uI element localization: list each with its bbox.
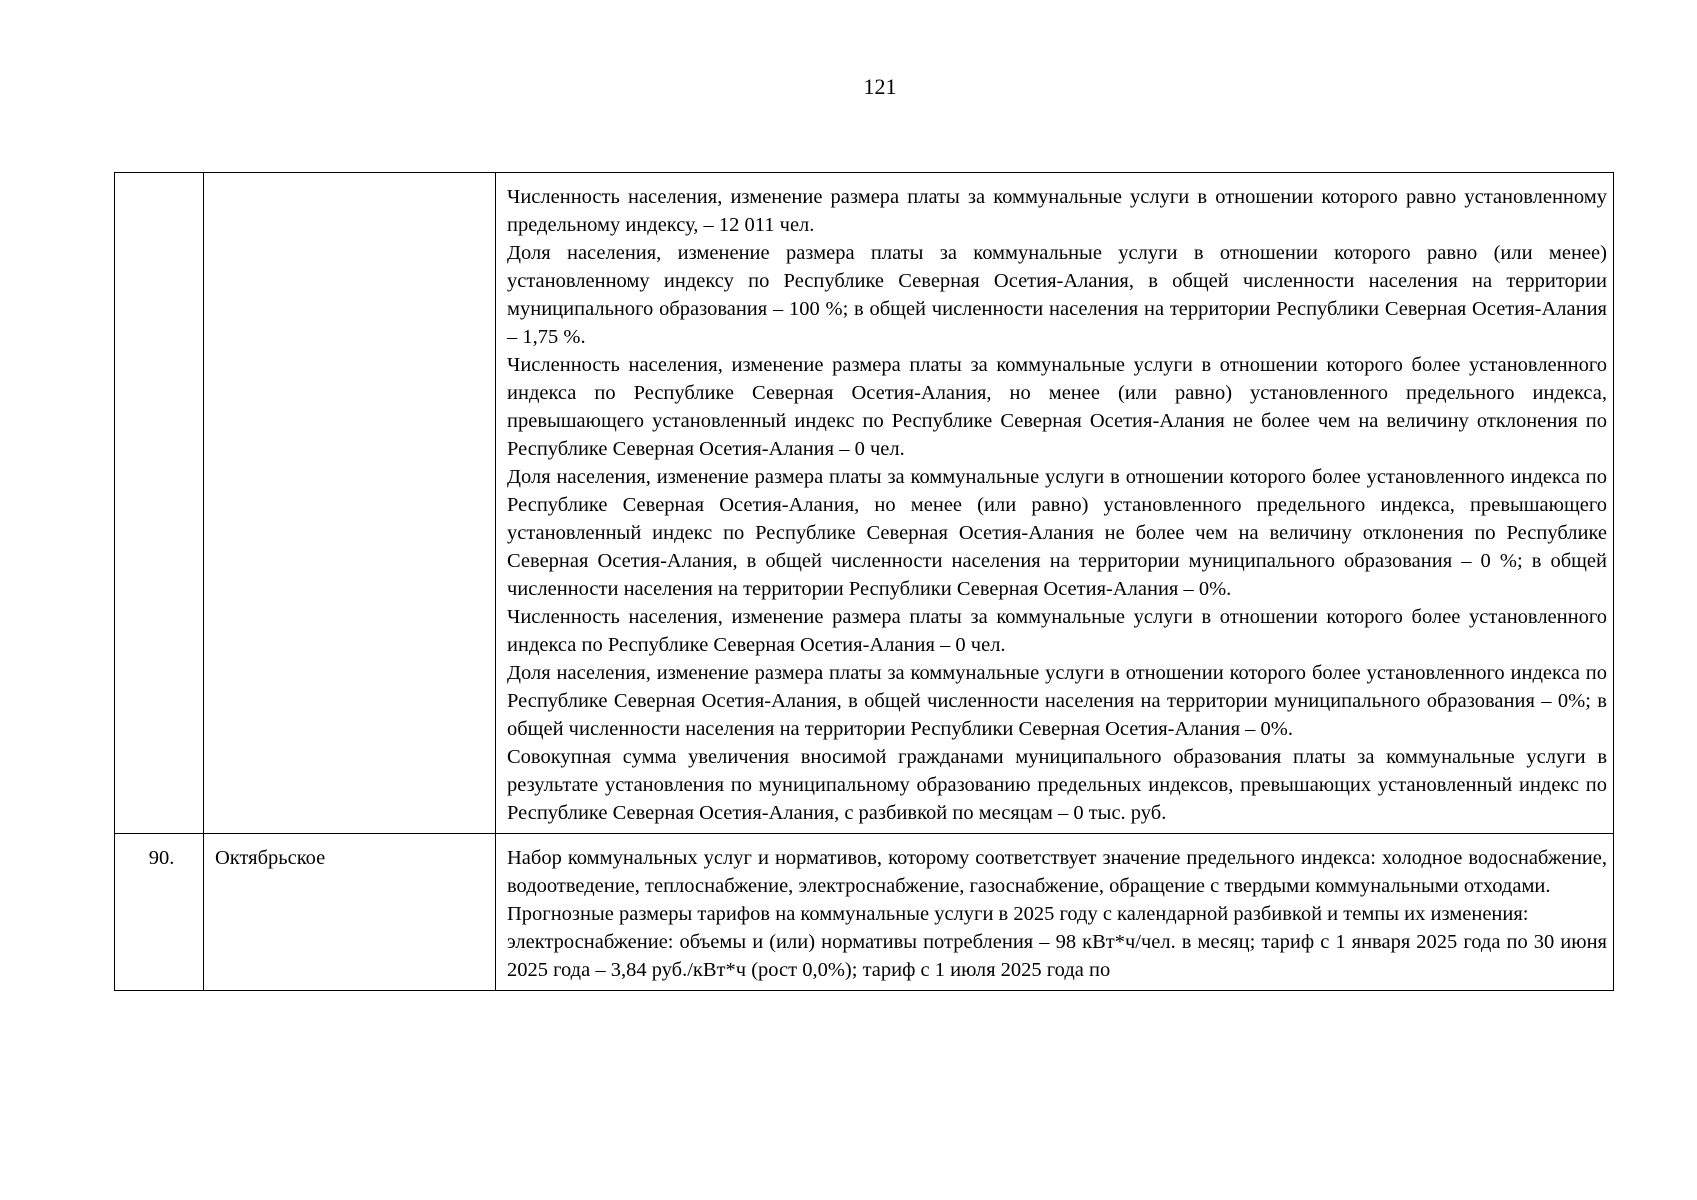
- description-cell: [496, 173, 1614, 834]
- municipality-name-cell: [204, 173, 496, 834]
- paragraph: Численность населения, изменение размера платы за коммунальные услуги в отношении которого более установленного индекса по Республике Северная Осетия-Алания – 0 чел.: [507, 606, 1607, 656]
- paragraph: Доля населения, изменение размера платы за коммунальные услуги в отношении которого более установленного индекса по Республике Северная Осетия-Алания, в общей численности населения на территории муниципального образования – 0%; в общей численности населения на территории Республики Северная Осетия-Алания – 0%.: [507, 662, 1607, 740]
- paragraph: Набор коммунальных услуг и нормативов, которому соответствует значение предельного индекса: холодное водоснабжение, водоотведение, теплоснабжение, электроснабжение, газоснабжение, обращение с твердыми коммунальными отходами.: [507, 847, 1607, 897]
- paragraph: Совокупная сумма увеличения вносимой гражданами муниципального образования платы за коммунальные услуги в результате установления по муниципальному образованию предельных индексов, превышающих установленный индекс по Республике Северная Осетия-Алания, с разбивкой по месяцам – 0 тыс. руб.: [507, 746, 1607, 824]
- paragraph: Прогнозные размеры тарифов на коммунальные услуги в 2025 году с календарной разбивкой и темпы их изменения:: [507, 903, 1529, 925]
- municipality-name-cell: Октябрьское: [204, 834, 496, 991]
- description-cell: [496, 834, 1614, 991]
- table-row: [115, 173, 1614, 834]
- paragraph: Доля населения, изменение размера платы за коммунальные услуги в отношении которого равно (или менее) установленному индексу по Республике Северная Осетия-Алания, в общей численности населения на территории муниципального образования – 100 %; в общей численности населения на территории Республики Северная Осетия-Алания – 1,75 %.: [507, 242, 1607, 348]
- row-number-cell: 90.: [115, 834, 204, 991]
- table-row: [115, 834, 1614, 991]
- paragraph: Доля населения, изменение размера платы за коммунальные услуги в отношении которого более установленного индекса по Республике Северная Осетия-Алания, но менее (или равно) установленного предельного индекса, превышающего установленный индекс по Республике Северная Осетия-Алания не более чем на величину отклонения по Республике Северная Осетия-Алания, в общей численности населения на территории муниципального образования – 0 %; в общей численности населения на территории Республики Северная Осетия-Алания – 0%.: [507, 466, 1607, 600]
- paragraph: электроснабжение: объемы и (или) нормативы потребления – 98 кВт*ч/чел. в месяц; тариф с 1 января 2025 года по 30 июня 2025 года – 3,84 руб./кВт*ч (рост 0,0%); тариф с 1 июля 2025 года по: [507, 931, 1607, 981]
- page-number: 121: [863, 74, 897, 99]
- row-number-cell: [115, 173, 204, 834]
- document-table: [114, 172, 1614, 991]
- paragraph: Численность населения, изменение размера платы за коммунальные услуги в отношении которого равно установленному предельному индексу, – 12 011 чел.: [507, 186, 1607, 236]
- paragraph: Численность населения, изменение размера платы за коммунальные услуги в отношении которого более установленного индекса по Республике Северная Осетия-Алания, но менее (или равно) установленного предельного индекса, превышающего установленный индекс по Республике Северная Осетия-Алания не более чем на величину отклонения по Республике Северная Осетия-Алания – 0 чел.: [507, 354, 1607, 460]
